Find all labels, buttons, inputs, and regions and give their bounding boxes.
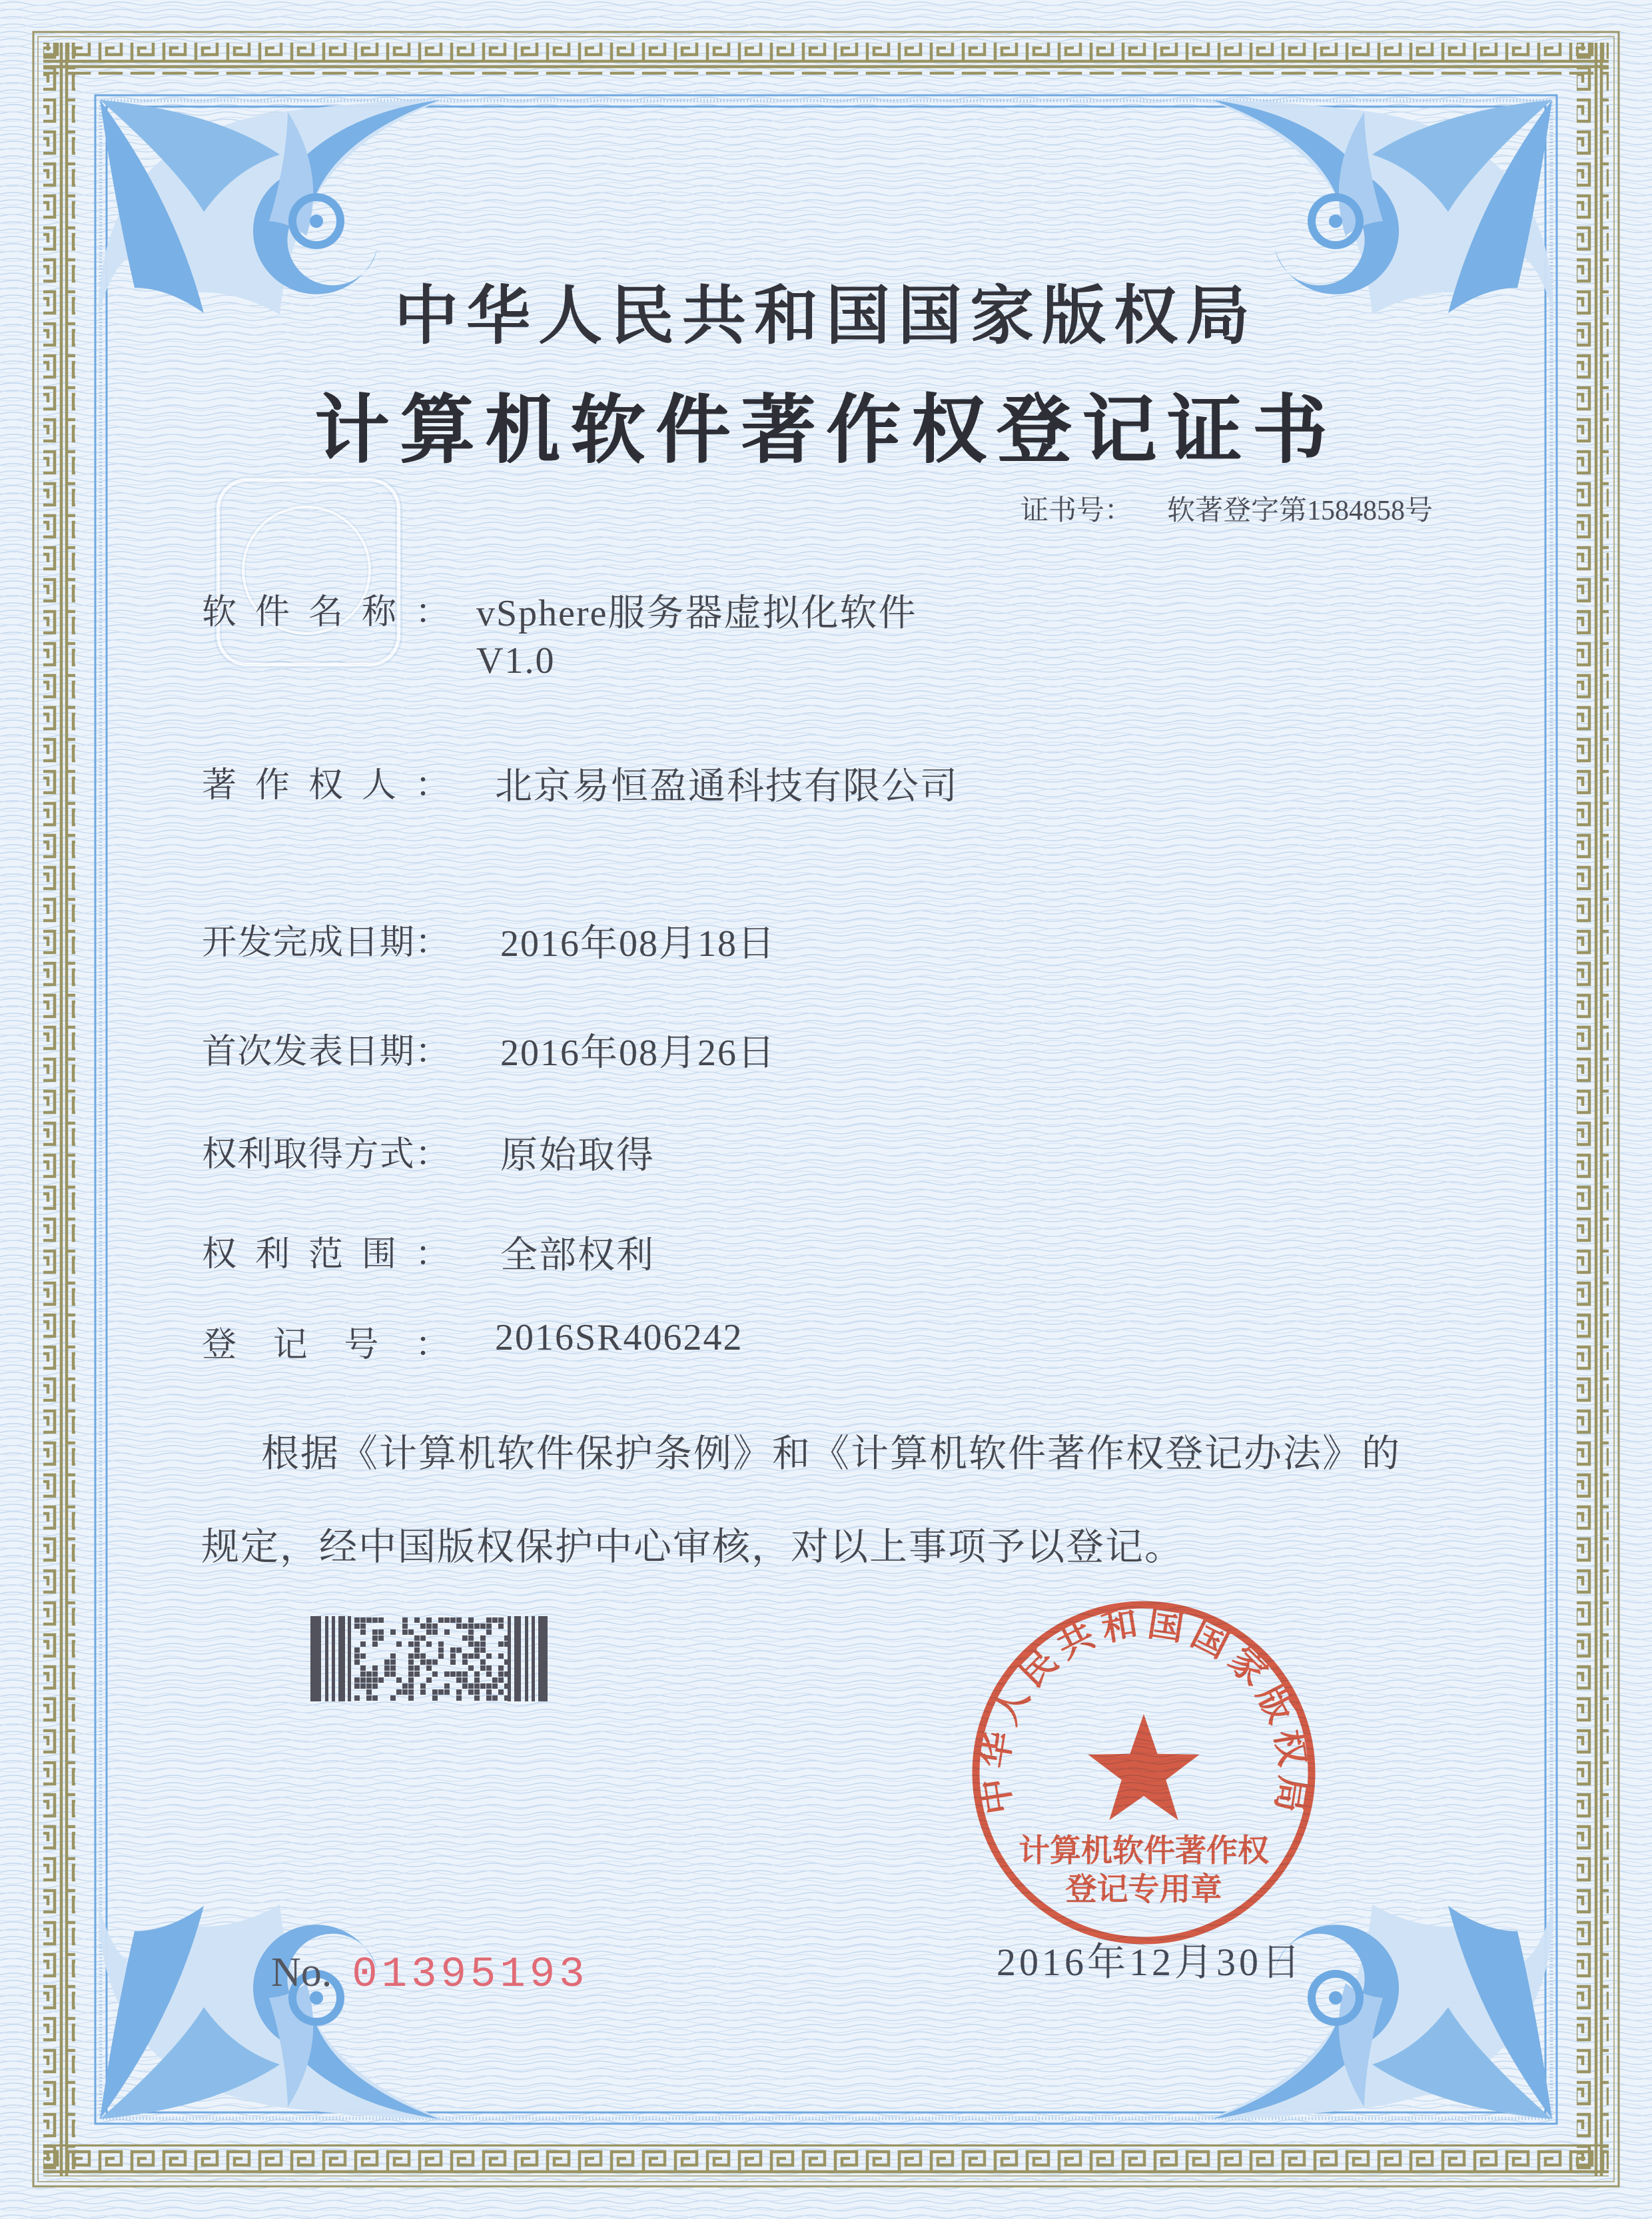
- field-value: 2016SR406242: [495, 1317, 743, 1358]
- field-row-copyright-owner: [202, 757, 959, 807]
- body-paragraph-line2: 规定，经中国版权保护中心审核，对以上事项予以登记。: [201, 1526, 1184, 1568]
- field-value-version: V1.0: [476, 640, 556, 681]
- body-paragraph-line1: 根据《计算机软件保护条例》和《计算机软件著作权登记办法》的: [261, 1433, 1401, 1475]
- certificate-number-value: 软著登字第1584858号: [1167, 496, 1434, 526]
- official-red-seal: [959, 1587, 1332, 1964]
- serial-number: 01395193: [352, 1951, 589, 1999]
- field-value: vSphere服务器虚拟化软件: [476, 593, 917, 634]
- field-row-rights-scope: [202, 1226, 655, 1276]
- seal-arc-text: 中华人民共和国国家版权局: [974, 1603, 1314, 1817]
- field-row-registration-number: [202, 1316, 743, 1366]
- field-row-software-name: [202, 584, 917, 634]
- field-value: 原始取得: [500, 1135, 655, 1176]
- field-label: 开发完成日期：: [202, 924, 450, 962]
- certificate-title: 计算机软件著作权登记证书: [314, 390, 1338, 472]
- field-label: 权利取得方式：: [202, 1136, 450, 1174]
- seal-date: 2016年12月30日: [997, 1941, 1304, 1984]
- field-value: 2016年08月18日: [500, 923, 776, 965]
- field-row-completion-date: [202, 914, 776, 965]
- certificate-number-line: [1021, 488, 1433, 528]
- field-label: 著作权人：: [202, 767, 450, 805]
- field-value: 全部权利: [500, 1235, 655, 1276]
- issuing-authority-title: 中华人民共和国国家版权局: [394, 280, 1258, 352]
- serial-label: No.: [271, 1950, 332, 1995]
- certificate-number-label: 证书号：: [1021, 496, 1133, 526]
- field-value: 2016年08月26日: [500, 1033, 776, 1074]
- field-label: 权利范围：: [202, 1236, 450, 1274]
- seal-star-icon: [1088, 1714, 1199, 1820]
- field-row-rights-acquisition: [202, 1126, 655, 1176]
- field-label: 首次发表日期：: [202, 1033, 450, 1071]
- embossed-seal-watermark: [216, 478, 400, 666]
- field-label: 登记号：: [202, 1326, 450, 1364]
- field-row-first-publication-date: [202, 1023, 776, 1074]
- serial-number-line: [271, 1949, 589, 1999]
- barcode: [310, 1616, 548, 1703]
- seal-line1: 计算机软件著作权: [1019, 1834, 1269, 1869]
- field-label: 软件名称：: [202, 594, 450, 632]
- field-value: 北京易恒盈通科技有限公司: [495, 766, 959, 807]
- seal-line2: 登记专用章: [1065, 1873, 1222, 1907]
